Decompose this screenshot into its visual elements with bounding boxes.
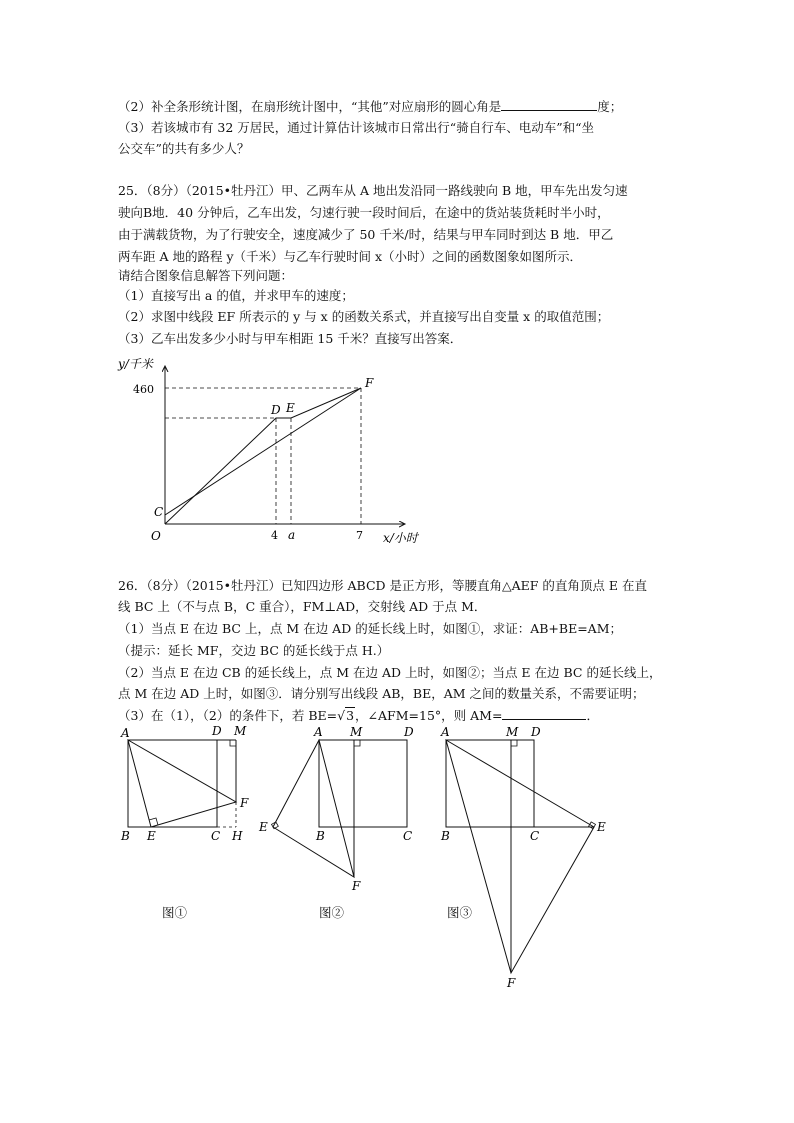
q25-part2: （2）求图中线段 EF 所表示的 y 与 x 的函数关系式，并直接写出自变量 x 的取值范围； (118, 309, 610, 324)
q26-figure-2 (256, 723, 426, 893)
triangle-AEF (128, 740, 236, 827)
q24-part2: （2）补全条形统计图，在扇形统计图中，“其他”对应扇形的圆心角是 度； (118, 96, 622, 117)
label-F: F (352, 879, 361, 893)
sqrt-radicand: 3 (346, 708, 355, 723)
point-F-label: F (365, 376, 374, 390)
tick-label-4: 4 (271, 529, 278, 542)
right-angle-M (354, 740, 360, 746)
sqrt-symbol: √ (337, 708, 346, 723)
q24-part3-line2: 公交车”的共有多少人？ (118, 141, 250, 156)
point-E-label: E (286, 401, 295, 415)
right-angle-M (230, 740, 236, 746)
label-B: B (121, 829, 130, 843)
q26-figure-1 (118, 723, 268, 843)
q26-stem-line1: 26．（8分）（2015•牡丹江）已知四边形 ABCD 是正方形，等腰直角△AEF 的直角顶点 E 在直 (118, 578, 648, 593)
figure-1-caption: 图① (162, 905, 188, 920)
label-F: F (240, 796, 249, 810)
q25-stem-line1: 25．（8分）（2015•牡丹江）甲、乙两车从 A 地出发沿同一路线驶向 B 地，甲车先出发匀速 (118, 183, 628, 198)
q25-part3: （3）乙车出发多少小时与甲车相距 15 千米？直接写出答案． (118, 331, 463, 346)
label-C: C (403, 829, 413, 843)
label-A: A (441, 725, 450, 739)
answer-blank-AM[interactable] (502, 705, 586, 720)
q25-stem-line3: 由于满载货物，为了行驶安全，速度减少了 50 千米/时，结果与甲车同时到达 B 地．甲乙 (118, 227, 614, 242)
origin-label: O (151, 529, 161, 543)
label-M: M (350, 725, 363, 739)
q26-figure-3 (436, 723, 626, 993)
q26-part3: （3）在（1），（2）的条件下，若 BE=√3，∠AFM=15°，则 AM= ． (118, 705, 599, 726)
label-D: D (531, 725, 541, 739)
tick-label-a: a (288, 528, 296, 542)
label-C: C (530, 829, 540, 843)
label-C: C (211, 829, 221, 843)
label-M: M (234, 724, 247, 738)
square-ABCD (319, 740, 407, 827)
q25-part1: （1）直接写出 a 的值，并求甲车的速度； (118, 288, 354, 303)
tick-label-7: 7 (356, 529, 363, 542)
label-H: H (232, 829, 243, 843)
q26-part2-line1: （2）当点 E 在边 CB 的延长线上，点 M 在边 AD 上时，如图②；当点 E 在边 BC 的延长线上， (118, 665, 662, 680)
figure-3-caption: 图③ (447, 905, 473, 920)
line-yi-ODEF (165, 388, 361, 524)
label-D: D (212, 724, 222, 738)
q25-stem-line4: 两车距 A 地的路程 y（千米）与乙车行驶时间 x（小时）之间的函数图象如图所示． (118, 249, 583, 264)
q26-part1: （1）当点 E 在边 BC 上，点 M 在边 AD 的延长线上时，如图①，求证：AB+BE=AM； (118, 621, 622, 636)
label-E: E (259, 820, 268, 834)
tick-label-460: 460 (133, 383, 154, 396)
label-B: B (316, 829, 325, 843)
label-E: E (147, 829, 156, 843)
x-axis-label: x/小时 (383, 531, 418, 545)
point-D-label: D (271, 403, 281, 417)
y-axis-label: y/千米 (118, 357, 153, 371)
right-angle-M (511, 740, 517, 746)
q25-stem-line5: 请结合图象信息解答下列问题： (118, 268, 294, 283)
point-C-label: C (154, 505, 164, 519)
label-A: A (314, 725, 323, 739)
q25-stem-line2: 驶向B地．40 分钟后，乙车出发，匀速行驶一段时间后，在途中的货站装货耗时半小时， (118, 205, 610, 220)
label-E: E (597, 820, 606, 834)
figure-2-caption: 图② (319, 905, 345, 920)
label-B: B (441, 829, 450, 843)
q25-function-graph (115, 352, 445, 552)
q24-part3-line1: （3）若该城市有 32 万居民，通过计算估计该城市日常出行“骑自行车、电动车”和“坐 (118, 120, 594, 135)
label-D: D (404, 725, 414, 739)
answer-blank-angle[interactable] (501, 96, 597, 111)
q26-stem-line2: 线 BC 上（不与点 B，C 重合），FM⊥AD，交射线 AD 于点 M． (118, 599, 487, 614)
label-M: M (506, 725, 519, 739)
label-F: F (507, 976, 516, 990)
triangle-AEF (446, 740, 594, 973)
q26-part2-line2: 点 M 在边 AD 上时，如图③．请分别写出线段 AB，BE，AM 之间的数量关系，不需要证明； (118, 686, 645, 701)
triangle-AEF (273, 740, 354, 877)
label-A: A (121, 726, 130, 740)
q26-hint: （提示：延长 MF，交边 BC 的延长线于点 H.） (118, 643, 390, 658)
